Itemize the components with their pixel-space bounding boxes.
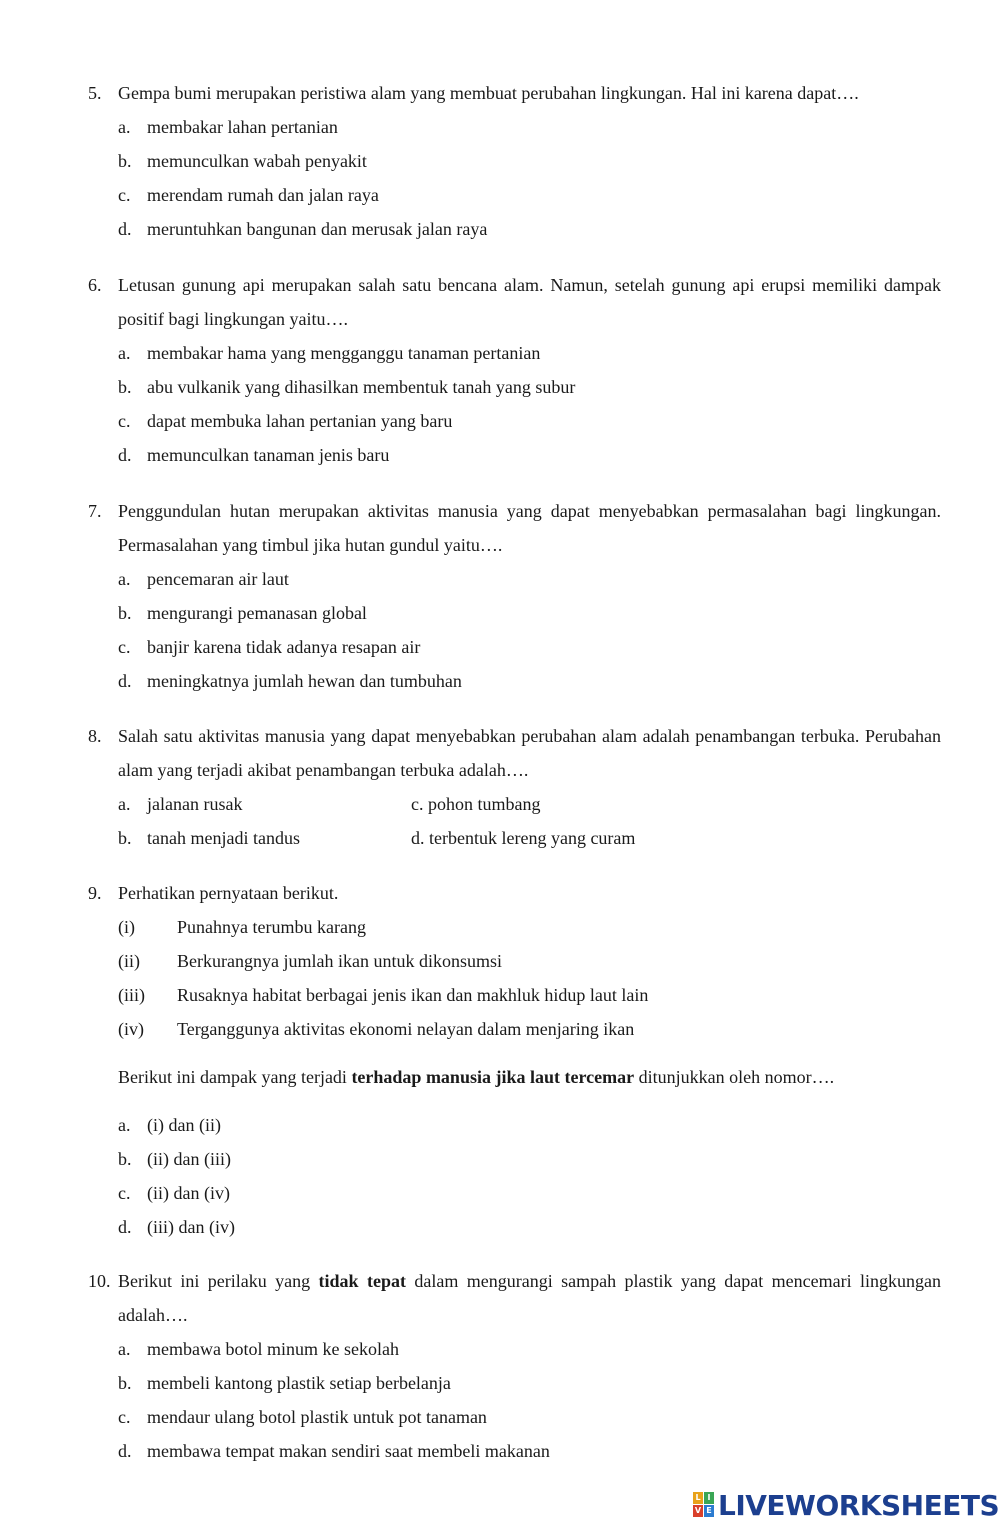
option-d[interactable]: d. terbentuk lereng yang curam xyxy=(411,828,636,848)
question-number: 6. xyxy=(88,275,102,295)
question-6 xyxy=(88,268,941,472)
statement-ii: (ii) Berkurangnya jumlah ikan untuk dikonsumsi xyxy=(118,951,502,971)
option-b[interactable]: b. abu vulkanik yang dihasilkan membentuk tanah yang subur xyxy=(118,377,576,397)
option-b-letter[interactable]: b. xyxy=(118,828,132,848)
question-text: Letusan gunung api merupakan salah satu bencana alam. Namun, setelah gunung api erupsi memiliki dampak positif bagi lingkungan yaitu…. xyxy=(118,275,941,329)
question-text: Salah satu aktivitas manusia yang dapat menyebabkan perubahan alam adalah penambangan terbuka. Perubahan alam yang terjadi akibat penambangan terbuka adalah…. xyxy=(118,726,941,780)
question-number: 9. xyxy=(88,883,102,903)
option-d[interactable]: d. (iii) dan (iv) xyxy=(118,1217,235,1237)
mark-cell: E xyxy=(704,1505,714,1517)
statement-iv: (iv) Terganggunya aktivitas ekonomi nelayan dalam menjaring ikan xyxy=(118,1019,635,1039)
option-d[interactable]: d. membawa tempat makan sendiri saat membeli makanan xyxy=(118,1441,550,1461)
option-row-1 xyxy=(118,787,941,821)
mark-cell: I xyxy=(704,1492,714,1504)
option-row-2 xyxy=(118,821,941,855)
statement-iii: (iii) Rusaknya habitat berbagai jenis ikan dan makhluk hidup laut lain xyxy=(118,985,649,1005)
option-d[interactable]: d. memunculkan tanaman jenis baru xyxy=(118,445,390,465)
statement-i: (i) Punahnya terumbu karang xyxy=(118,917,366,937)
option-c[interactable]: c. dapat membuka lahan pertanian yang baru xyxy=(118,411,453,431)
question-lead: Berikut ini dampak yang terjadi terhadap manusia jika laut tercemar ditunjukkan oleh nomor…. xyxy=(118,1067,835,1087)
question-text: Perhatikan pernyataan berikut. xyxy=(118,883,339,903)
option-a[interactable]: a. (i) dan (ii) xyxy=(118,1115,221,1135)
question-text: Berikut ini perilaku yang tidak tepat dalam mengurangi sampah plastik yang dapat mencemari lingkungan adalah…. xyxy=(118,1271,941,1325)
question-number: 10. xyxy=(88,1271,111,1291)
option-b[interactable]: b. mengurangi pemanasan global xyxy=(118,603,367,623)
option-c[interactable]: c. merendam rumah dan jalan raya xyxy=(118,185,379,205)
option-a-text[interactable]: jalanan rusak xyxy=(147,794,243,814)
mark-cell: V xyxy=(694,1506,702,1515)
option-b-text[interactable]: tanah menjadi tandus xyxy=(147,828,300,848)
option-c[interactable]: c. pohon tumbang xyxy=(411,794,541,814)
option-b[interactable]: b. memunculkan wabah penyakit xyxy=(118,151,367,171)
logo-text: LIVEWORKSHEETS xyxy=(718,1488,1000,1522)
option-c[interactable]: c. mendaur ulang botol plastik untuk pot tanaman xyxy=(118,1407,487,1427)
question-number: 5. xyxy=(88,83,102,103)
mark-cell: L xyxy=(693,1492,703,1504)
liveworksheets-logo xyxy=(693,1488,999,1522)
option-b[interactable]: b. (ii) dan (iii) xyxy=(118,1149,231,1169)
question-10 xyxy=(88,1264,941,1468)
question-number: 8. xyxy=(88,726,102,746)
option-d[interactable]: d. meruntuhkan bangunan dan merusak jalan raya xyxy=(118,219,488,239)
option-c[interactable]: c. (ii) dan (iv) xyxy=(118,1183,230,1203)
option-a-letter[interactable]: a. xyxy=(118,794,131,814)
question-7 xyxy=(88,494,941,698)
option-b[interactable]: b. membeli kantong plastik setiap berbelanja xyxy=(118,1373,451,1393)
option-a[interactable]: a. membakar hama yang mengganggu tanaman pertanian xyxy=(118,343,541,363)
question-text: Penggundulan hutan merupakan aktivitas manusia yang dapat menyebabkan permasalahan bagi lingkungan. Permasalahan yang timbul jika hutan gundul yaitu…. xyxy=(118,501,941,555)
option-c[interactable]: c. banjir karena tidak adanya resapan air xyxy=(118,637,421,657)
option-a[interactable]: a. membakar lahan pertanian xyxy=(118,117,338,137)
question-5 xyxy=(88,76,941,246)
option-a[interactable]: a. pencemaran air laut xyxy=(118,569,289,589)
question-8 xyxy=(88,719,941,855)
question-text: Gempa bumi merupakan peristiwa alam yang membuat perubahan lingkungan. Hal ini karena dapat…. xyxy=(118,83,859,103)
question-number: 7. xyxy=(88,501,102,521)
option-a[interactable]: a. membawa botol minum ke sekolah xyxy=(118,1339,399,1359)
liveworksheets-mark-icon xyxy=(693,1492,715,1518)
option-d[interactable]: d. meningkatnya jumlah hewan dan tumbuhan xyxy=(118,671,462,691)
question-9 xyxy=(88,876,941,1244)
